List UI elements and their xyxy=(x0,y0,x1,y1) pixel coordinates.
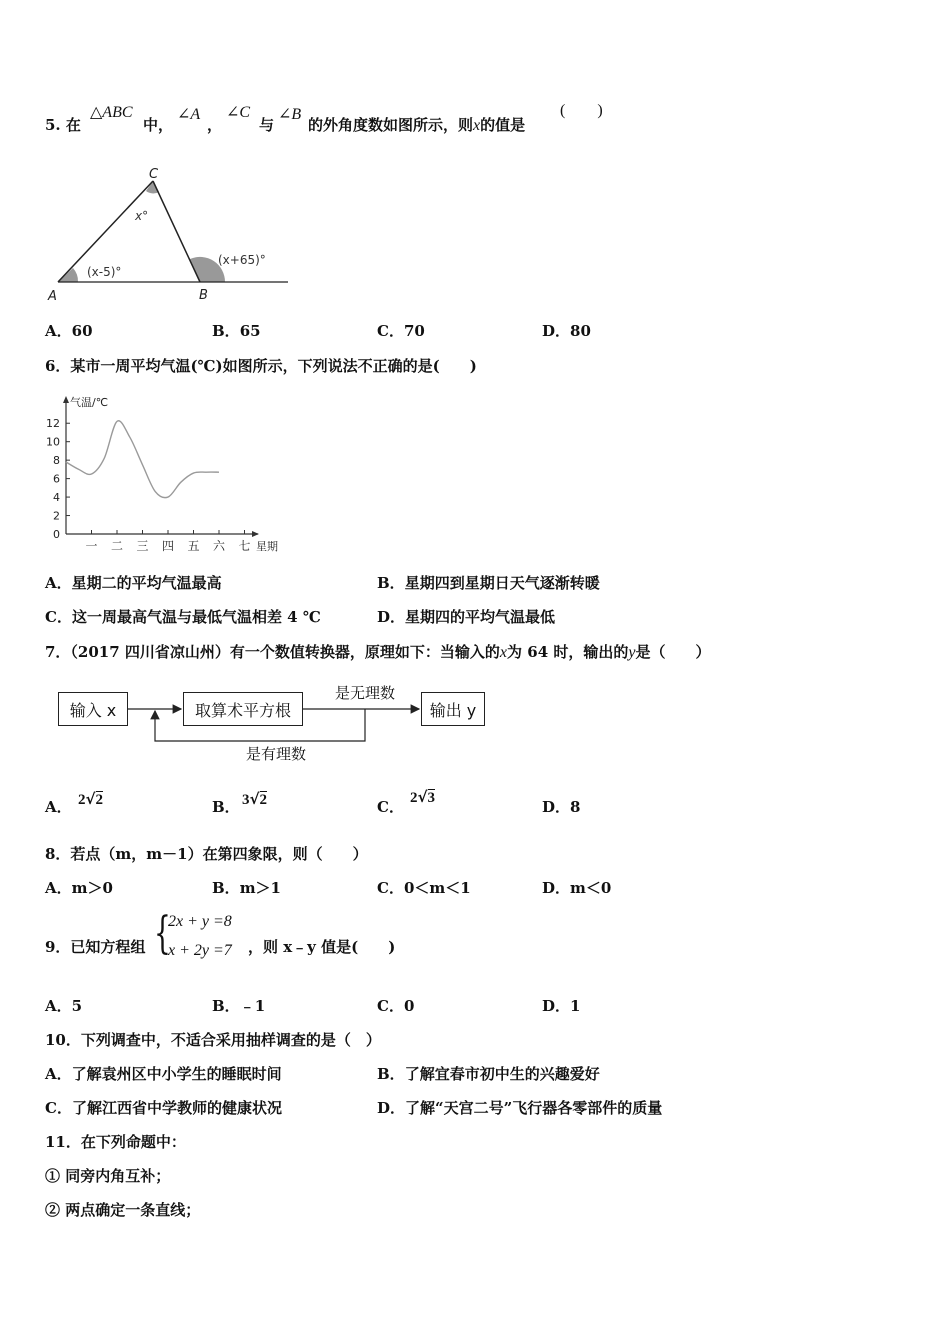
q5-option-d: D．80 xyxy=(542,322,591,340)
q6-y-tick-label: 4 xyxy=(53,491,60,505)
q5-tail: 的值是 xyxy=(480,116,526,134)
q10-option-d: D．了解“天宫二号”飞行器各零部件的质量 xyxy=(377,1099,663,1117)
q6-x-axis-arrow xyxy=(252,531,259,537)
q6-option-a: A．星期二的平均气温最高 xyxy=(45,574,222,592)
q5-label-a: A xyxy=(48,289,57,304)
q7-stem: 7．（2017 四川省凉山州）有一个数值转换器，原理如下：当输入的x为 64 时，输出的y是（ ） xyxy=(45,643,711,661)
q9-option-c: C．0 xyxy=(377,997,415,1015)
q8-option-a: A．m＞0 xyxy=(45,879,113,897)
q6-y-axis-label: 气温/℃ xyxy=(70,396,109,409)
q9-brace: { xyxy=(154,908,171,959)
q5-option-c: C．70 xyxy=(377,322,425,340)
q6-x-tick-label: 六 xyxy=(212,539,226,553)
q5-label-b: B xyxy=(199,288,208,303)
q6-stem: 6．某市一周平均气温(℃)如图所示，下列说法不正确的是( ) xyxy=(45,357,477,375)
q6-option-d: D．星期四的平均气温最低 xyxy=(377,608,556,626)
q8-stem: 8．若点（m，m－1）在第四象限，则（ ） xyxy=(45,845,368,863)
q6-x-tick-label: 二 xyxy=(110,539,124,553)
q6-y-axis-arrow xyxy=(63,396,69,403)
q11-stem: 11．在下列命题中： xyxy=(45,1133,186,1151)
q6-x-tick-label: 三 xyxy=(136,539,149,553)
q7-irrational-label: 是无理数 xyxy=(335,684,396,702)
q5-triangle: △ABC xyxy=(90,104,133,121)
q6-temperature-chart xyxy=(40,392,300,557)
q6-option-c: C．这一周最高气温与最低气温相差 4 ℃ xyxy=(45,608,321,626)
q6-x-tick-label: 四 xyxy=(161,539,175,553)
q5-yu: 与 xyxy=(259,116,275,134)
q9-option-b: B．﹣1 xyxy=(212,997,266,1015)
q7-output-box: 输出 y xyxy=(421,692,485,726)
q9-option-d: D．1 xyxy=(542,997,581,1015)
q10-option-c: C．了解江西省中学教师的健康状况 xyxy=(45,1099,282,1117)
q7-rational-label: 是有理数 xyxy=(246,745,307,763)
q5-comma: ， xyxy=(207,116,223,134)
q6-x-tick-label: 五 xyxy=(187,539,200,553)
q5-angle-b-label: (x+65)° xyxy=(218,253,266,267)
q9-stem-post: ，则 x﹣y 值是( ) xyxy=(248,938,396,956)
q6-y-tick-label: 6 xyxy=(53,472,60,486)
q6-temperature-line xyxy=(66,421,219,498)
q7-process-box: 取算术平方根 xyxy=(183,692,303,726)
q5-angle-c: ∠C xyxy=(226,104,251,121)
q8-option-b: B．m＞1 xyxy=(212,879,281,897)
q6-y-tick-label: 12 xyxy=(46,417,60,431)
q7-option-a-key: A． xyxy=(45,798,72,816)
q6-y-tick-label: 0 xyxy=(53,528,60,541)
q9-option-a: A．5 xyxy=(45,997,83,1015)
q5-angle-a: ∠A xyxy=(177,106,201,123)
q5-mid1: 中， xyxy=(143,116,174,134)
q7-input-box: 输入 x xyxy=(58,692,128,726)
q7-arrow-loop xyxy=(155,709,365,741)
q7-option-c-key: C． xyxy=(377,798,404,816)
q5-side-cb xyxy=(153,181,200,282)
q6-y-tick-label: 8 xyxy=(53,454,60,468)
q5-var: x xyxy=(473,117,481,134)
q5-triangle-figure xyxy=(40,160,300,310)
q5-angle-b: ∠B xyxy=(278,106,302,123)
q5-paren: ( ) xyxy=(560,102,603,119)
q5-pre: 在 xyxy=(65,116,81,134)
q5-angle-c-label: x° xyxy=(135,209,149,223)
q8-option-c: C．0＜m＜1 xyxy=(377,879,471,897)
q6-x-tick-label: 一 xyxy=(85,539,98,553)
q9-eq2: x + 2y =7 xyxy=(168,942,232,959)
q6-x-tick-label: 七 xyxy=(238,539,251,553)
q5-post xyxy=(308,116,525,135)
q7-option-b-value: 3√2 xyxy=(242,790,268,808)
q11-item-2: ② 两点确定一条直线； xyxy=(45,1201,201,1219)
q6-option-b: B．星期四到星期日天气逐渐转暖 xyxy=(377,574,600,592)
q6-y-tick-label: 2 xyxy=(53,509,60,523)
q7-option-b-key: B． xyxy=(212,798,240,816)
q6-y-tick-label: 10 xyxy=(46,435,60,449)
q7-option-a-value: 2√2 xyxy=(78,790,104,808)
q8-option-d: D．m＜0 xyxy=(542,879,612,897)
q5-stem xyxy=(45,116,81,134)
q5-post-text: 的外角度数如图所示，则 xyxy=(308,116,474,134)
q10-option-b: B．了解宜春市初中生的兴趣爱好 xyxy=(377,1065,600,1083)
q7-option-c-value: 2√3 xyxy=(410,788,436,806)
q5-option-a: A．60 xyxy=(45,322,93,340)
q11-item-1: ① 同旁内角互补； xyxy=(45,1167,171,1185)
q5-number: 5. xyxy=(45,116,61,134)
q5-label-c: C xyxy=(149,167,159,182)
q5-angle-a-label: (x-5)° xyxy=(87,265,122,279)
q6-x-axis-label: 星期 xyxy=(256,540,278,553)
q5-option-b: B．65 xyxy=(212,322,261,340)
q7-option-d: D．8 xyxy=(542,798,581,816)
q9-eq1: 2x + y =8 xyxy=(168,913,232,930)
q10-option-a: A．了解袁州区中小学生的睡眠时间 xyxy=(45,1065,282,1083)
q10-stem: 10．下列调查中，不适合采用抽样调查的是（ ） xyxy=(45,1031,381,1049)
q9-stem-pre: 9．已知方程组 xyxy=(45,938,146,956)
